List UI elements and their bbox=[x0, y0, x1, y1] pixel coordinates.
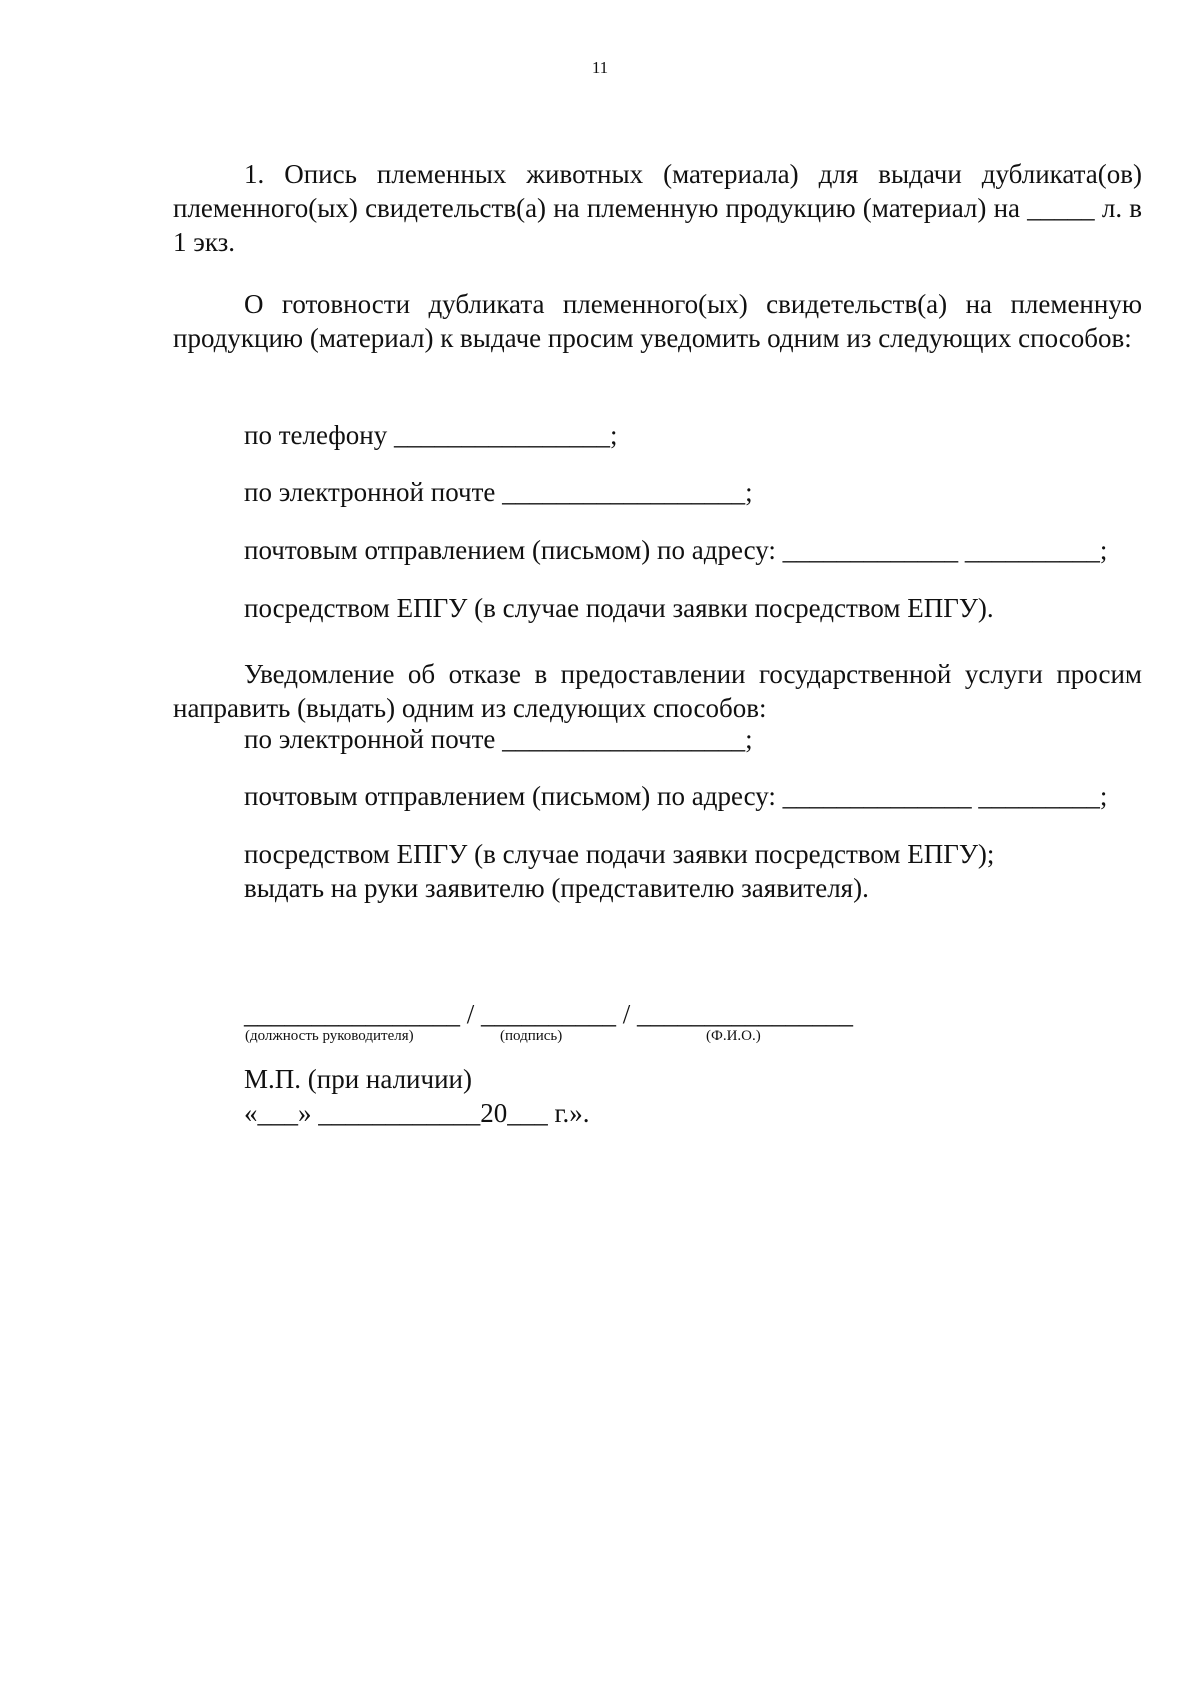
signature-line: ________________ / __________ / ________________ bbox=[244, 999, 854, 1029]
readiness-epgu-line: посредством ЕПГУ (в случае подачи заявки посредством ЕПГУ). bbox=[244, 593, 994, 623]
refusal-hand-line: выдать на руки заявителю (представителю заявителя). bbox=[244, 873, 869, 903]
caption-signature: (подпись) bbox=[500, 1028, 563, 1044]
readiness-email-line: по электронной почте __________________; bbox=[244, 477, 753, 507]
readiness-mail-line: почтовым отправлением (письмом) по адресу: _____________ __________; bbox=[244, 535, 1108, 565]
refusal-mail-line: почтовым отправлением (письмом) по адресу: ______________ _________; bbox=[244, 781, 1108, 811]
page-number: 11 bbox=[591, 58, 609, 77]
caption-fio: (Ф.И.О.) bbox=[706, 1028, 761, 1044]
paragraph-inventory: 1. Опись племенных животных (материала) для выдачи дубликата(ов) племенного(ых) свидетельств(а) на племенную продукцию (материал) на _____ л. в 1 экз. bbox=[173, 159, 1142, 257]
date-line: «___» ____________20___ г.». bbox=[244, 1098, 590, 1128]
refusal-epgu-line: посредством ЕПГУ (в случае подачи заявки посредством ЕПГУ); bbox=[244, 839, 995, 869]
caption-position: (должность руководителя) bbox=[245, 1028, 414, 1044]
paragraph-refusal-notice: Уведомление об отказе в предоставлении государственной услуги просим направить (выдать) одним из следующих способов: bbox=[173, 659, 1142, 723]
paragraph-readiness-notice: О готовности дубликата племенного(ых) свидетельств(а) на племенную продукцию (материал) к выдаче просим уведомить одним из следующих способов: bbox=[173, 289, 1142, 353]
stamp-note: М.П. (при наличии) bbox=[244, 1064, 472, 1094]
readiness-phone-line: по телефону ________________; bbox=[244, 420, 618, 450]
refusal-email-line: по электронной почте __________________; bbox=[244, 724, 753, 754]
